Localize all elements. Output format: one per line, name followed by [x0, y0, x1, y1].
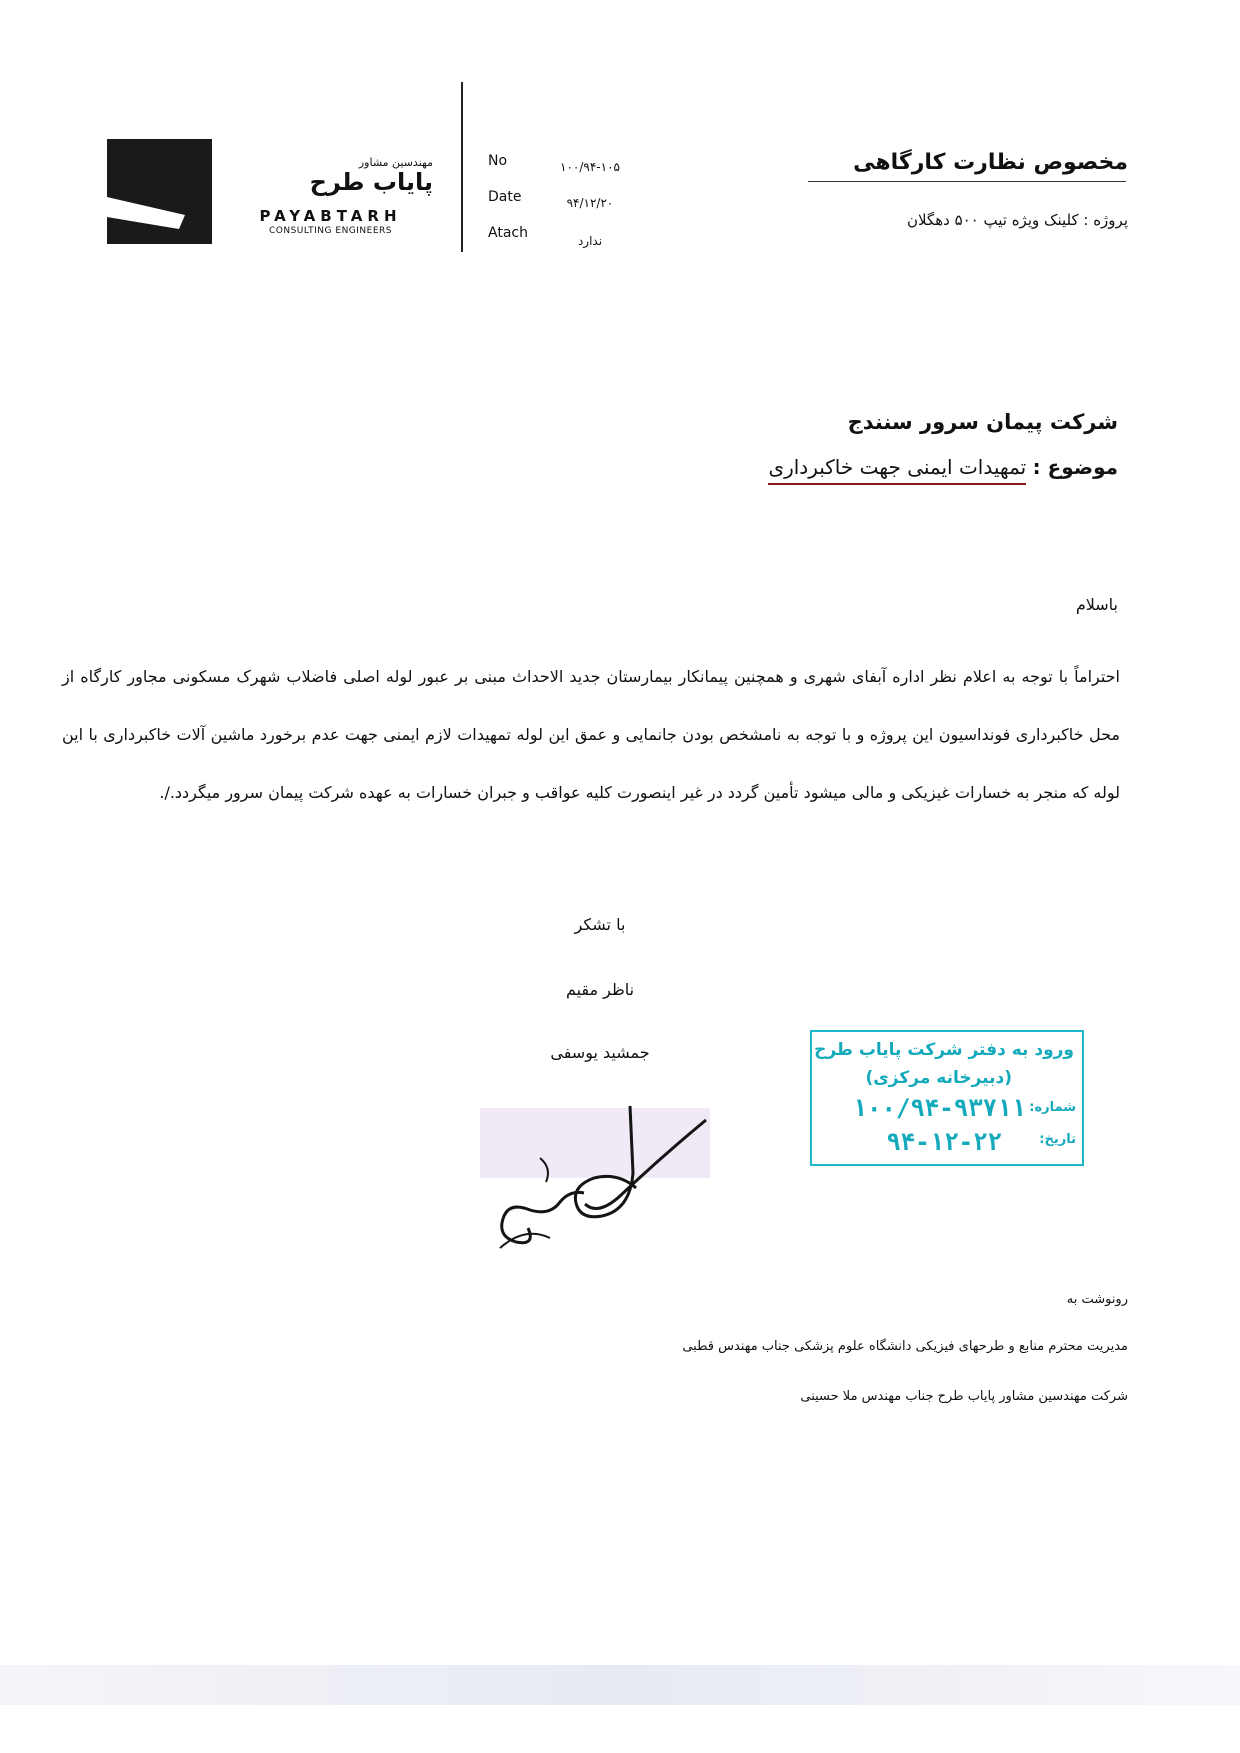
company-name-en: [228, 207, 433, 236]
subject-label: موضوع :: [1032, 455, 1118, 479]
letter-date-label: Date: [488, 189, 522, 205]
subject-line: [768, 455, 1118, 479]
registry-stamp: [810, 1030, 1084, 1166]
letter-heading: مخصوص نظارت کارگاهی: [853, 150, 1128, 175]
stamp-date-label: تاریخ:: [1039, 1132, 1076, 1147]
stamp-title: ورود به دفتر شرکت پایاب طرح: [814, 1040, 1074, 1060]
letter-number-label: No: [488, 153, 508, 169]
greeting: باسلام: [1075, 595, 1118, 614]
attachment-value: ندارد: [577, 234, 603, 248]
company-title-en: PAYABTARH: [259, 207, 402, 225]
stamp-subtitle: (دبیرخانه مرکزی): [865, 1068, 1012, 1088]
signature-image: [480, 1098, 720, 1263]
cc-recipient-2: شرکت مهندسین مشاور پایاب طرح جناب مهندس ملا حسینی: [800, 1389, 1128, 1404]
logo-icon: [107, 139, 212, 244]
stamp-number-label: شماره:: [1029, 1100, 1076, 1115]
company-subtitle-en: CONSULTING ENGINEERS: [268, 226, 392, 236]
heading-underline: [808, 181, 1126, 182]
cc-title: رونوشت به: [1066, 1292, 1128, 1307]
header-divider: [461, 82, 463, 252]
company-name-fa: [278, 156, 433, 195]
signer-title: ناظر مقیم: [565, 980, 635, 999]
letter-number-value: ۱۰۰/۹۴-۱۰۵: [560, 160, 620, 174]
stamp-number-value: ۱۰۰/۹۴-۹۳۷۱۱: [852, 1094, 1026, 1122]
closing-thanks: با تشکر: [574, 915, 626, 934]
attachment-label: Atach: [488, 225, 528, 241]
cc-recipient-1: مدیریت محترم منابع و طرحهای فیزیکی دانشگاه علوم پزشکی جناب مهندس قطبی: [682, 1339, 1128, 1354]
letter-date-value: ۹۴/۱۲/۲۰: [566, 196, 614, 210]
subject-value: تمهیدات ایمنی جهت خاکبرداری: [768, 455, 1026, 485]
project-line: پروژه : کلینک ویژه تیپ ۵۰۰ دهگلان: [906, 211, 1128, 229]
recipient: شرکت پیمان سرور سنندج: [847, 410, 1118, 434]
company-title-fa: پایاب طرح: [309, 168, 433, 196]
signer-name: جمشید یوسفی: [550, 1043, 650, 1062]
stamp-date-value: ۹۴-۱۲-۲۲: [886, 1128, 1002, 1156]
company-subtitle-fa: مهندسین مشاور: [358, 156, 433, 169]
scan-artifact: [0, 1665, 1240, 1705]
letter-body: احتراماً با توجه به اعلام نظر اداره آبفای شهری و همچنین پیمانکار بیمارستان جدید الاحداث مبنی بر عبور لوله اصلی فاضلاب شهرک مسکونی مجاور کارگاه از محل خاکبرداری فونداسیون این پروژه و با توجه به نامشخص بودن جانمایی و عمق این لوله تمهیدات لازم ایمنی جهت عدم برخورد ماشین آلات خاکبرداری با این لوله که منجر به خسارات غیزیکی و مالی میشود تأمین گردد در غیر اینصورت کلیه عواقب و جبران خسارات به عهده شرکت پیمان سرور میگردد./.: [62, 667, 1120, 802]
